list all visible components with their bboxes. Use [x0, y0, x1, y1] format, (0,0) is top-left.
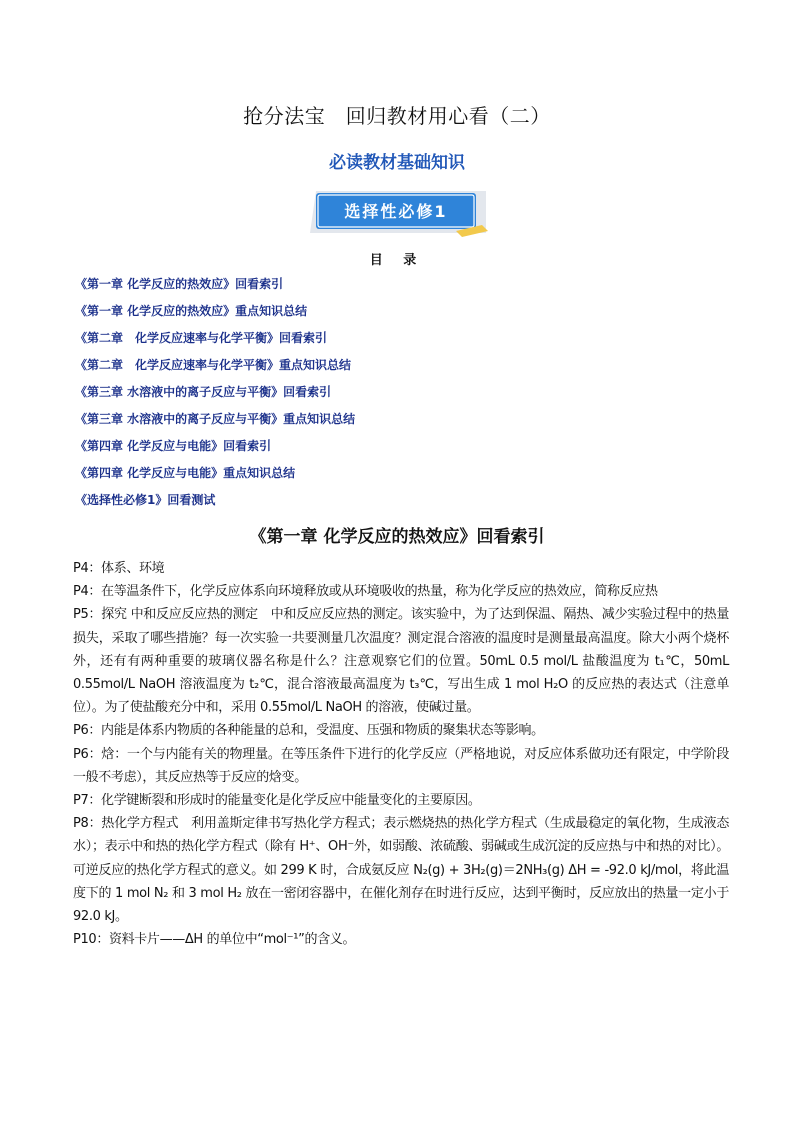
paragraph-p4-system: P4：体系、环境: [73, 561, 165, 576]
paragraph-p10-data-card: P10：资料卡片——ΔH 的单位中“mol⁻¹”的含义。: [73, 932, 356, 948]
paragraph-p5-neutralization: P5：探究 中和反应反应热的测定 中和反应反应热的测定。该实验中，为了达到保温、隔热、减少实验过程中的热量损失，采取了哪些措施？每一次实验一共要测量几次温度？测定混合溶液的温度时是测量最高温度。除大小两个烧杯外，还有有两种重要的玻璃仪器名称是什么？注意观察它们的位置。50mL 0.5 mol/L 盐酸温度为 t₁℃，50mL 0.55mol/L NaOH 溶液温度为 t₂℃，混合溶液最高温度为 t₃℃，写出生成 1 mol H₂O 的反应热的表达式（注意单位）。为了使盐酸充分中和，采用 0.55mol/L NaOH 的溶液，使碱过量。: [73, 607, 729, 716]
section-title: 《第一章 化学反应的热效应》回看索引: [249, 527, 545, 547]
toc-item-ch2-summary[interactable]: 《第二章 化学反应速率与化学平衡》重点知识总结: [75, 358, 352, 372]
toc-item-ch2-index[interactable]: 《第二章 化学反应速率与化学平衡》回看索引: [75, 331, 328, 345]
toc-item-ch3-summary[interactable]: 《第三章 水溶液中的离子反应与平衡》重点知识总结: [75, 412, 356, 426]
subtitle: 必读教材基础知识: [329, 153, 465, 173]
toc-item-review-test[interactable]: 《选择性必修1》回看测试: [75, 493, 216, 507]
banner-label: 选择性必修1: [344, 202, 448, 221]
paragraph-p8-thermochemical: P8：热化学方程式 利用盖斯定律书写热化学方程式；表示燃烧热的热化学方程式（生成最稳定的氧化物，生成液态水）；表示中和热的热化学方程式（除有 H⁺、OH⁻外，如弱酸、浓硫酸、弱碱或生成沉淀的反应热与中和热的对比）。可逆反应的热化学方程式的意义。如 299 K 时，合成氨反应 N₂(g) + 3H₂(g)＝2NH₃(g) ΔH = -92.0 kJ/mol，将此温度下的 1 mol N₂ 和 3 mol H₂ 放在一密闭容器中，在催化剂存在时进行反应，达到平衡时，反应放出的热量一定小于 92.0 kJ。: [73, 816, 729, 925]
paragraph-p4-heat-effect: P4：在等温条件下，化学反应体系向环境释放或从环境吸收的热量，称为化学反应的热效应，简称反应热: [73, 584, 658, 600]
section-body: [73, 557, 729, 951]
toc-heading: 目 录: [369, 253, 425, 268]
table-of-contents: [75, 274, 355, 517]
paragraph-p7-bonds: P7：化学键断裂和形成时的能量变化是化学反应中能量变化的主要原因。: [73, 793, 481, 809]
toc-item-ch1-summary[interactable]: 《第一章 化学反应的热效应》重点知识总结: [75, 304, 308, 318]
banner-badge: [306, 187, 490, 239]
toc-item-ch3-index[interactable]: 《第三章 水溶液中的离子反应与平衡》回看索引: [75, 385, 332, 399]
main-title: 抢分法宝 回归教材用心看（二）: [243, 104, 551, 128]
toc-item-ch4-index[interactable]: 《第四章 化学反应与电能》回看索引: [75, 439, 272, 453]
toc-item-ch1-index[interactable]: 《第一章 化学反应的热效应》回看索引: [75, 277, 284, 291]
paragraph-p6-enthalpy: P6：焓：一个与内能有关的物理量。在等压条件下进行的化学反应（严格地说，对反应体系做功还有限定，中学阶段一般不考虑），其反应热等于反应的焓变。: [73, 746, 729, 785]
toc-item-ch4-summary[interactable]: 《第四章 化学反应与电能》重点知识总结: [75, 466, 296, 480]
paragraph-p6-internal-energy: P6：内能是体系内物质的各种能量的总和，受温度、压强和物质的聚集状态等影响。: [73, 723, 544, 739]
